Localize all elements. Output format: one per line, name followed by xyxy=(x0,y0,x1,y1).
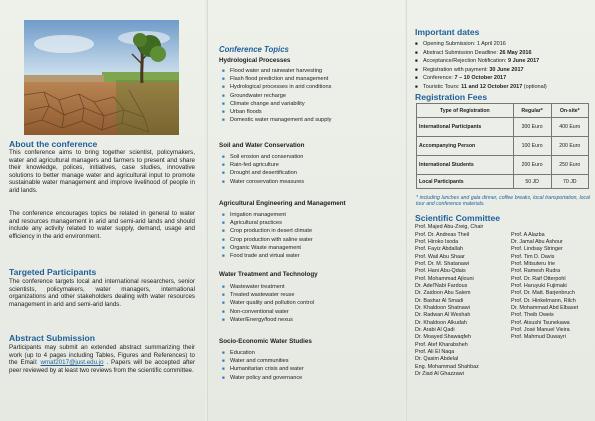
topics-title: Conference Topics xyxy=(219,45,289,54)
table-cell: 400 Euro xyxy=(551,118,588,137)
committee-member: Prof. Ali El Naqa xyxy=(415,349,455,355)
committee-member: Dr. Arabi Al Qadi xyxy=(415,326,455,333)
date-value: 1 April 2016 xyxy=(476,41,506,47)
committee-member: Eng. Mohammad Shahbaz xyxy=(415,363,479,370)
committee-member: Dr. Radwan Al Weshah xyxy=(415,312,471,319)
committee-member: Prof. Haruyuki Fujimaki xyxy=(511,282,567,289)
abstract-title: Abstract Submission xyxy=(9,333,95,343)
committee-member: Prof. Mahmud Duwayri xyxy=(511,334,566,341)
table-cell: 70 JD xyxy=(551,175,588,189)
list-item: ■ Crop production with saline water xyxy=(222,236,313,244)
list-item: ■ Soil erosion and conservation xyxy=(222,153,304,161)
date-value: 7 – 10 October 2017 xyxy=(454,75,507,82)
date-value: 9 June 2017 xyxy=(508,58,540,65)
committee-member: Prof. José Manuel Vieira xyxy=(511,326,570,333)
committee-member: Prof. Ramesh Rudra xyxy=(511,268,561,275)
targeted-title: Targeted Participants xyxy=(9,267,97,277)
column-header: Type of Registration xyxy=(417,104,514,118)
table-cell: 50 JD xyxy=(513,175,551,189)
committee-member: Dr. Zaidoon Abu Salem xyxy=(415,290,471,297)
committee-member: Prof. Dr. Raif Otterpohl xyxy=(511,275,566,282)
list-item: ■ Rain-fed agriculture xyxy=(222,161,304,169)
abstract-text xyxy=(9,344,195,374)
fees-table xyxy=(416,103,589,189)
date-label: Registration with payment: xyxy=(423,66,490,73)
committee-list-left xyxy=(415,232,479,379)
table-cell: Local Participants xyxy=(417,175,514,189)
list-item: ■ Food trade and virtual water xyxy=(222,252,313,260)
committee-member: Dr. Moayed Shawaqfeh xyxy=(415,334,472,341)
abstract-text-before: Participants may submit an extended abstract summarizing their work (up to 4 pages including Tables, Figures and References) to the Email: xyxy=(9,344,195,367)
date-item xyxy=(415,57,591,66)
about-paragraph-2: The conference encourages topics be related in general to water and resources management in arid and semi-arid lands and should include any activity related to water supply, demand, usage and efficiency in the arid environment. xyxy=(9,210,195,240)
list-item: ■ Treated wastewater reuse xyxy=(222,291,314,299)
committee-member: Dr. Khaldoon Shatnawi xyxy=(415,304,470,311)
committee-member: Dr. Qasim Abdelal xyxy=(415,356,459,363)
list-item: ■ Water quality and pollution control xyxy=(222,299,314,307)
committee-member: Dr. Jamal Abu Ashour xyxy=(511,238,563,245)
list-item: ■ Hydrological processes in arid conditions xyxy=(222,83,331,91)
committee-member: Dr Ziad Al Ghazzawi xyxy=(415,371,464,378)
date-label: Abstract Submission Deadline: xyxy=(423,49,500,56)
date-item xyxy=(415,74,591,83)
list-item: ■ Drought and desertification xyxy=(222,169,304,177)
list-item: ■ Climate change and variability xyxy=(222,100,331,108)
table-row xyxy=(417,137,589,156)
committee-list-right xyxy=(511,232,578,342)
committee-member: Dr. Adel'Nabi Fardous xyxy=(415,282,468,289)
table-row xyxy=(417,118,589,137)
left-panel xyxy=(0,0,205,421)
date-item xyxy=(415,83,591,92)
fees-title: Registration Fees xyxy=(415,92,488,102)
committee-member: Prof. Dr. Hinkelmann, Rilch xyxy=(511,297,576,304)
date-item xyxy=(415,66,591,75)
committee-member: Prof. Atsushi Tsunekawa xyxy=(511,319,570,326)
topic-list-water-treatment xyxy=(222,283,314,324)
targeted-text: The conference targets local and international researchers, senior scientists, policymakers, water managers, international organizations and other stakeholders dealing with water resources management in arid and semi-arid lands. xyxy=(9,278,195,308)
table-cell: 250 Euro xyxy=(551,156,588,175)
date-label: Conference: xyxy=(423,75,455,82)
committee-member: Prof. Hani Abu-Qdais xyxy=(415,268,466,275)
date-item xyxy=(415,40,591,49)
submission-email-link[interactable]: wmaf2017@just.edu.jo xyxy=(40,359,104,367)
committee-member: Prof. Tim D. Davis xyxy=(511,253,555,260)
committee-member: Prof. Mohammad Ajlouni xyxy=(415,275,474,282)
committee-member: Prof. Dr. M. Shatanawi xyxy=(415,260,469,267)
fees-note: * including lunches and gala dinner, coffee breaks, local transportation, local tour and conference materials. xyxy=(416,195,590,208)
committee-member: Prof. Atef Kharabsheh xyxy=(415,341,468,348)
committee-member: Prof. Fayiz Abdallah xyxy=(415,246,463,253)
list-item: ■ Non-conventional water xyxy=(222,308,314,316)
topic-group-hydrological: Hydrological Processes xyxy=(219,57,291,64)
date-item xyxy=(415,49,591,58)
right-panel xyxy=(406,0,595,421)
table-row xyxy=(417,175,589,189)
list-item: ■ Groundwater recharge xyxy=(222,92,331,100)
table-cell: 200 Euro xyxy=(513,156,551,175)
committee-member: Prof. Hiroko Isoda xyxy=(415,238,459,245)
column-header: Regular* xyxy=(513,104,551,118)
dates-list xyxy=(415,40,591,92)
list-item: ■ Water and communities xyxy=(222,357,304,365)
table-cell: International Students xyxy=(417,156,514,175)
committee-member: Prof. Wail Abu Shaar xyxy=(415,253,465,260)
date-label: Acceptance/Rejection Notification: xyxy=(423,58,508,65)
committee-member: Prof. A Alazba xyxy=(511,231,545,238)
committee-member: Dr. Khaldoon Alkudah xyxy=(415,319,467,326)
topic-list-soil-water xyxy=(222,153,304,186)
date-value: 26 May 2016 xyxy=(499,49,532,56)
committee-title: Scientific Committee xyxy=(415,213,501,223)
list-item: ■ Crop production in desert climate xyxy=(222,227,313,235)
topic-list-hydrological xyxy=(222,67,331,124)
list-item: ■ Agricultural practices xyxy=(222,219,313,227)
date-value: 11 and 12 October 2017 xyxy=(461,83,523,90)
topic-group-socio-economic: Socio-Economic Water Studies xyxy=(219,338,312,345)
list-item: ■ Irrigation management xyxy=(222,211,313,219)
committee-member: Prof. Dr. Matt. Barjenbruch xyxy=(511,290,575,297)
list-item: ■ Organic Waste management xyxy=(222,244,313,252)
list-item: ■ Urban floods xyxy=(222,108,331,116)
table-cell: International Participants xyxy=(417,118,514,137)
table-cell: 100 Euro xyxy=(513,137,551,156)
drought-landscape-image xyxy=(24,20,179,135)
topic-group-soil-water: Soil and Water Conservation xyxy=(219,142,305,149)
date-label: Opening Submission: xyxy=(423,41,477,47)
list-item: ■ Humanitarian crisis and water xyxy=(222,365,304,373)
topic-list-socio-economic xyxy=(222,349,304,382)
committee-chair: Prof. Majed Abu-Zreig, Chair xyxy=(415,224,484,230)
list-item: ■ Water/Energy/food nexus xyxy=(222,316,314,324)
dates-title: Important dates xyxy=(415,27,480,37)
column-header: On-site* xyxy=(551,104,588,118)
about-title: About the conference xyxy=(9,139,98,149)
committee-member: Prof. Dr. Andreas Theil xyxy=(415,231,470,238)
committee-member: Prof. Theib Oweis xyxy=(511,312,554,319)
committee-member: Dr. Mohammad Abd Elbaset xyxy=(511,304,579,311)
middle-panel xyxy=(207,0,405,421)
date-value: 30 June 2017 xyxy=(489,66,524,73)
list-item: ■ Wastewater treatment xyxy=(222,283,314,291)
list-item: ■ Flash flood prediction and management xyxy=(222,75,331,83)
table-row xyxy=(417,156,589,175)
list-item: ■ Water policy and governance xyxy=(222,374,304,382)
table-header-row xyxy=(417,104,589,118)
table-cell: Accompanying Person xyxy=(417,137,514,156)
topic-group-water-treatment: Water Treatment and Technology xyxy=(219,271,318,278)
list-item: ■ Education xyxy=(222,349,304,357)
date-suffix: (optional) xyxy=(522,83,547,90)
table-cell: 300 Euro xyxy=(513,118,551,137)
list-item: ■ Water conservation measures xyxy=(222,178,304,186)
table-cell: 200 Euro xyxy=(551,137,588,156)
committee-member: Dr. Bashar Al Smadi xyxy=(415,297,464,304)
date-label: Touristic Tours: xyxy=(423,83,462,90)
abstract-text-after: . Papers will be accepted after peer reviewed by at least two reviews from the scientific committee. xyxy=(9,359,196,374)
topic-list-agricultural xyxy=(222,211,313,260)
list-item: ■ Flood water and rainwater harvesting xyxy=(222,67,331,75)
list-item: ■ Domestic water management and supply xyxy=(222,116,331,124)
committee-member: Prof. Lindsay Stringer xyxy=(511,246,563,253)
topic-group-agricultural: Agricultural Engineering and Management xyxy=(219,200,346,207)
committee-member: Prof. Mitsuteru Irie xyxy=(511,260,556,267)
about-paragraph-1: This conference aims to bring together scientist, policymakers, water and agricultural managers and farmers to present and share their knowledge, polices, initiatives, case studies, innovative solutions to better manage water and agricultural input to promote sustainable water management and improve livelihood of people in arid lands. xyxy=(9,149,195,194)
